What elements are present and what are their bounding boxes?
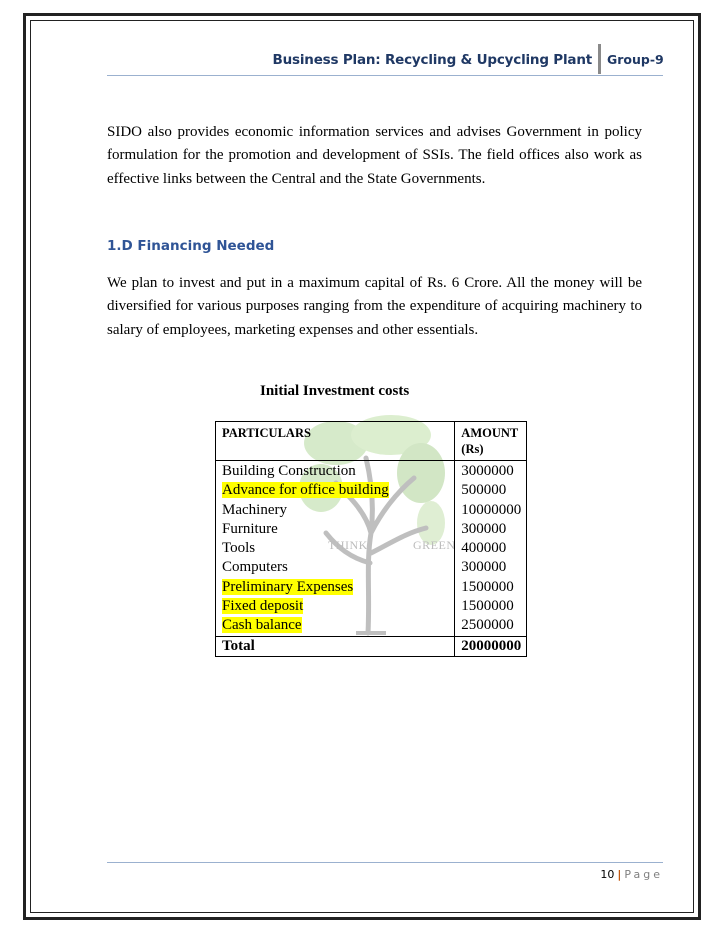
table-row-particular: Tools (222, 540, 256, 557)
watermark-green-text: GREEN (413, 538, 456, 552)
column-header-amount: AMOUNT (Rs) (455, 422, 527, 461)
header-group-label: Group-9 (607, 52, 664, 67)
page-label: Page (624, 868, 663, 881)
page-number: 10 (600, 868, 615, 881)
particulars-list (216, 461, 455, 637)
footer-rule (107, 862, 663, 863)
table-row-amount: 3000000 (461, 463, 514, 479)
total-label: Total (216, 636, 455, 656)
intro-paragraph: SIDO also provides economic information services and advises Government in policy formulation for the promotion and development of SSIs. The field offices also work as effective links between the Central and the State Governments. (107, 124, 642, 187)
header-title: Business Plan: Recycling & Upcycling Plant (272, 52, 592, 68)
section-heading: 1.D Financing Needed (107, 238, 275, 254)
table-row-amount: 2500000 (461, 617, 514, 634)
table-row-amount: 1500000 (461, 578, 514, 595)
table-row-particular: Advance for office building (222, 482, 389, 499)
table-row-amount: 500000 (461, 482, 507, 499)
table-row-particular: Computers (222, 559, 288, 576)
table-body-row (216, 461, 527, 637)
table-row-particular: Furniture (222, 520, 278, 537)
amounts-list (455, 461, 527, 637)
table-header-row (216, 422, 527, 461)
table-row-amount: 400000 (461, 540, 507, 557)
table-row-particular: Building Construction (222, 463, 356, 479)
investment-table (215, 421, 527, 657)
table-row-amount: 10000000 (461, 501, 522, 518)
total-amount: 20000000 (455, 636, 527, 656)
page-footer (560, 868, 663, 881)
table-row-particular: Machinery (222, 501, 287, 518)
table-row-particular: Fixed deposit (222, 598, 304, 615)
table-row-particular: Preliminary Expenses (222, 578, 354, 595)
header-rule (107, 75, 663, 76)
header-divider (598, 44, 601, 74)
table-row-amount: 1500000 (461, 598, 514, 615)
footer-separator: | (617, 868, 622, 881)
watermark-think-text: THINK (328, 538, 368, 552)
table-total-row (216, 636, 527, 656)
table-row-amount: 300000 (461, 559, 507, 576)
table-row-amount: 300000 (461, 520, 507, 537)
table-title: Initial Investment costs (260, 383, 410, 399)
table-row-particular: Cash balance (222, 617, 302, 634)
section-paragraph: We plan to invest and put in a maximum capital of Rs. 6 Crore. All the money will be diversified for various purposes ranging from the expenditure of acquiring machinery to salary of employees, marketing expenses and other essentials. (107, 275, 642, 338)
column-header-particulars: PARTICULARS (216, 422, 455, 461)
